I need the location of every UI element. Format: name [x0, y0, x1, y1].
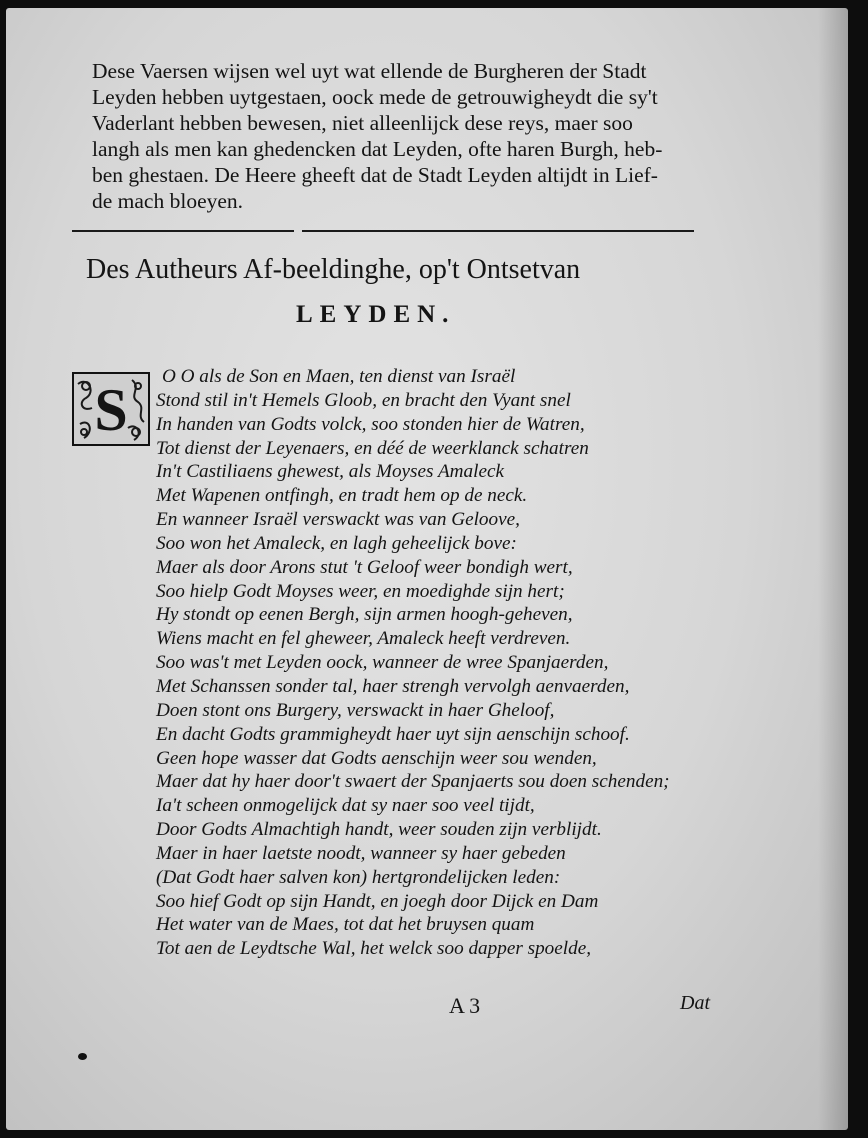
ink-spot: [78, 1053, 87, 1060]
verse-line: Ia't scheen onmogelijck dat sy naer soo veel tijdt,: [156, 795, 535, 817]
decorated-initial-icon: [72, 372, 150, 446]
section-heading: Des Autheurs Af-beeldinghe, op't Ontsetvan: [86, 254, 581, 285]
intro-line: Vaderlant hebben bewesen, niet alleenlijck dese reys, maer soo: [92, 111, 633, 135]
divider-rule-right: [302, 230, 694, 232]
intro-line: langh als men kan ghedencken dat Leyden, ofte haren Burgh, heb-: [92, 137, 663, 161]
section-subheading: LEYDEN.: [296, 301, 456, 328]
intro-paragraph: [92, 58, 732, 214]
verse-line: Stond stil in't Hemels Gloob, en bracht den Vyant snel: [156, 389, 571, 411]
verse-line: En wanneer Israël verswackt was van Geloove,: [156, 509, 520, 531]
page-edge-shadow: [818, 8, 848, 1130]
intro-line: de mach bloeyen.: [92, 189, 244, 213]
verse-line: In't Castiliaens ghewest, als Moyses Amaleck: [156, 461, 505, 483]
verse-line: Doen stont ons Burgery, verswackt in haer Gheloof,: [156, 699, 555, 721]
verse-line: Soo hief Godt op sijn Handt, en joegh door Dijck en Dam: [156, 890, 599, 912]
verse-line: Tot aen de Leydtsche Wal, het welck soo dapper spoelde,: [156, 938, 592, 960]
verse-line: (Dat Godt haer salven kon) hertgrondelijcken leden:: [156, 866, 561, 888]
verse-line: O O als de Son en Maen, ten dienst van Israël: [162, 366, 516, 387]
svg-text:S: S: [94, 377, 128, 443]
verse-poem: [156, 365, 716, 961]
verse-line: Maer dat hy haer door't swaert der Spanjaerts sou doen schenden;: [156, 771, 670, 793]
signature-mark: A 3: [449, 993, 481, 1018]
verse-line: Tot dienst der Leyenaers, en déé de weerklanck schatren: [156, 437, 589, 459]
verse-line: Met Wapenen ontfingh, en tradt hem op de neck.: [156, 485, 528, 507]
intro-line: ben ghestaen. De Heere gheeft dat de Stadt Leyden altijdt in Lief-: [92, 163, 658, 187]
catchword: Dat: [680, 992, 710, 1014]
intro-line: Dese Vaersen wijsen wel uyt wat ellende de Burgheren der Stadt: [92, 59, 647, 83]
verse-line: Maer als door Arons stut 't Geloof weer bondigh wert,: [156, 556, 573, 578]
book-page: [6, 8, 848, 1130]
verse-line: Soo won het Amaleck, en lagh geheelijck bove:: [156, 532, 517, 554]
verse-line: Soo hielp Godt Moyses weer, en moedighde sijn hert;: [156, 580, 565, 602]
verse-line: Soo was't met Leyden oock, wanneer de wree Spanjaerden,: [156, 652, 609, 674]
verse-line: In handen van Godts volck, soo stonden hier de Watren,: [156, 413, 585, 435]
verse-line: Door Godts Almachtigh handt, weer souden zijn verblijdt.: [156, 819, 602, 841]
intro-line: Leyden hebben uytgestaen, oock mede de getrouwigheydt die sy't: [92, 85, 658, 109]
verse-line: Geen hope wasser dat Godts aenschijn weer sou wenden,: [156, 747, 597, 769]
verse-line: Wiens macht en fel gheweer, Amaleck heeft verdreven.: [156, 628, 571, 650]
verse-line: Met Schanssen sonder tal, haer strengh vervolgh aenvaerden,: [156, 675, 630, 697]
verse-line: Hy stondt op eenen Bergh, sijn armen hoogh-geheven,: [156, 604, 573, 626]
verse-line: Het water van de Maes, tot dat het bruysen quam: [156, 914, 535, 936]
verse-line: Maer in haer laetste noodt, wanneer sy haer gebeden: [156, 842, 566, 864]
divider-rule-left: [72, 230, 294, 232]
verse-line: En dacht Godts grammigheydt haer uyt sijn aenschijn schoof.: [156, 723, 630, 745]
